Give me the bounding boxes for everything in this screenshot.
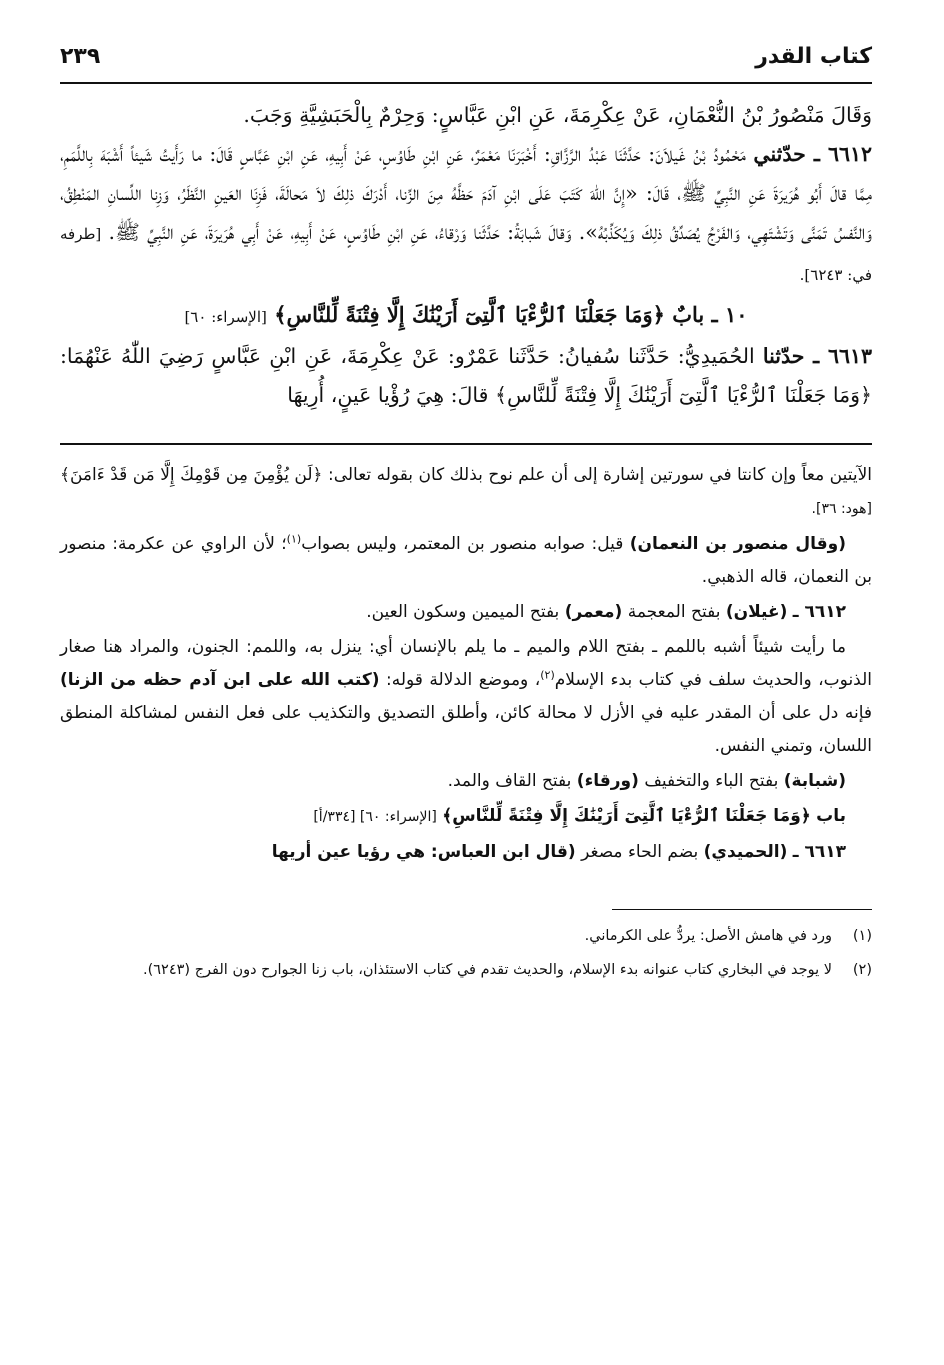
- section-divider: [60, 443, 872, 445]
- hadith-6613: [60, 337, 872, 415]
- hadith-text: مَحْمُودُ بْنُ غَيلاَنَ: حَدَّثَنَا عَبْدُ الرَّزَّاقِ: أَخْبَرَنَا مَعْمَرٌ، عَنِ ابْنِ طَاوُسٍ، عَنْ أَبِيهِ، عَنِ ابْنِ عَبَّاسٍ قَالَ: ما رَأَيتُ شَيئاً أَشْبَهَ بِاللَّمَمِ، مِمَّا قالَ أَبُو هُرَيرَةَ عَنِ النَّبِيِّ ﷺ، قَالَ: «إِنَّ اللّٰهَ كَتَبَ عَلَى ابْنِ آدَمَ حَظَّهُ مِنَ الزِّنا، أَدْرَكَ ذلِكَ لاَ مَحالَةَ، فَزِنَا العَينِ النَّظَرُ، وَزِنا اللِّسانِ المَنْطِقُ، وَالنَّفسُ تَمَنَّى وَتَشْتَهِي، وَالفَرْجُ يُصَدِّقُ ذلِكَ وَيُكَذِّبُهُ». وَقالَ شَبابَةُ: حَدَّثَنا وَرْقاءُ، عَنِ ابْنِ طَاوُسٍ، عَنْ أَبِيهِ، عَنْ أَبِي هُرَيرَةَ، عَنِ النَّبِيِّ ﷺ.: [60, 142, 872, 244]
- footnote: [60, 956, 872, 984]
- hadith-6612: [60, 135, 872, 295]
- commentary-text: فإنه دل على أن المقدر عليه في الأزل لا محالة كائن، وأطلق التصديق والتكذيب على فعل النفس لمشاكلة المنطق اللسان، وتمني النفس.: [60, 703, 872, 756]
- commentary-text: ، وموضع الدلالة قوله:: [386, 670, 541, 690]
- commentary-lemma: (كتب الله على ابن آدم حظه من الزنا): [60, 670, 380, 690]
- chapter-label: ١٠ ـ بابٌ: [672, 302, 748, 327]
- page-number: ٢٣٩: [60, 44, 101, 69]
- verse-reference: [الإسراء: ٦٠]: [184, 308, 267, 326]
- footnote-number: (٢): [852, 962, 872, 978]
- commentary-chapter: [60, 800, 872, 834]
- commentary-text: بفتح القاف والمد.: [447, 771, 572, 791]
- commentary-lemma: (الحميدي): [703, 842, 788, 862]
- mansur-narration: وَقَالَ مَنْصُورُ بْنُ النُّعْمَانِ، عَنْ عِكْرِمَةَ، عَنِ ابْنِ عَبَّاسٍ: وَحِرْمٌ بِالْحَبَشِيَّةِ وَجَبَ.: [243, 103, 872, 127]
- commentary-text: الآيتين معاً وإن كانتا في سورتين إشارة إلى أن علم نوح بذلك كان بقوله تعالى: ﴿لَن يُؤْمِنَ مِن قَوْمِكَ إِلَّا مَن قَدْ ءَامَنَ﴾: [60, 465, 872, 485]
- book-title: كتاب القدر: [755, 44, 872, 69]
- commentary-text: قيل: صوابه منصور بن المعتمر، وليس بصواب: [301, 534, 624, 554]
- commentary-text: بضم الحاء مصغر: [581, 842, 699, 862]
- hadith-paragraph: [60, 96, 872, 135]
- commentary-paragraph: [60, 631, 872, 763]
- hadith-number: ٦٦١٢ ـ حدّثني: [753, 142, 872, 166]
- commentary-lemma: (معمر): [564, 602, 623, 622]
- footnote-divider: [612, 909, 872, 910]
- commentary-lemma: (وقال منصور بن النعمان): [629, 534, 846, 554]
- commentary-paragraph: [60, 836, 872, 869]
- footnote-text: ورد في هامش الأصل: يردُّ على الكرماني.: [584, 928, 832, 944]
- commentary-text: بفتح الباء والتخفيف: [644, 771, 779, 791]
- commentary-lemma: (قال ابن العباس: هي رؤيا عين أريها: [271, 842, 576, 862]
- page-header: [60, 40, 872, 84]
- commentary-paragraph: [60, 596, 872, 629]
- commentary-block: [60, 459, 872, 869]
- footnote-marker: (٢): [540, 668, 555, 682]
- commentary-lemma: (غيلان): [725, 602, 788, 622]
- commentary-lemma: (شبابة): [783, 771, 846, 791]
- commentary-number: ٦٦١٣ ـ: [792, 842, 846, 862]
- commentary-paragraph: [60, 765, 872, 798]
- page: [60, 40, 872, 990]
- chapter-heading: [60, 295, 872, 337]
- footnote-marker: (١): [286, 532, 302, 546]
- footnote-number: (١): [852, 928, 872, 944]
- hadith-text: الحُمَيدِيُّ: حَدَّثَنا سُفيانُ: حَدَّثَنا عَمْرٌو: عَنْ عِكْرِمَةَ، عَنِ ابْنِ عَبَّاسٍ رَضِيَ اللّٰهُ عَنْهُمَا: ﴿وَمَا جَعَلْنَا ٱلرُّءْيَا ٱلَّتِىٓ أَرَيْنَٰكَ إِلَّا فِتْنَةً لِّلنَّاسِ﴾ قالَ: هِيَ رُؤْيا عَينٍ، أُرِيهَا: [60, 344, 872, 407]
- commentary-paragraph: [60, 528, 872, 594]
- hadith-number: ٦٦١٣ ـ حدّثنا: [762, 344, 872, 368]
- chapter-verse: ﴿وَمَا جَعَلْنَا ٱلرُّءْيَا ٱلَّتِىٓ أَرَيْنَٰكَ إِلَّا فِتْنَةً لِّلنَّاسِ﴾: [274, 302, 665, 327]
- chapter-label: باب: [816, 806, 846, 826]
- commentary-text: ما رأيت شيئاً أشبه باللمم ـ بفتح اللام والميم ـ ما يلم بالإنسان أي: ينزل به، واللمم: الجنون، والمراد هنا صغار الذنوب، والحديث سلف في كتاب بدء الإسلام: [60, 637, 873, 690]
- commentary-text: بفتح المعجمة: [627, 602, 721, 622]
- commentary-text: ؛ لأن الراوي عن عكرمة: منصور بن النعمان، قاله الذهبي.: [60, 534, 872, 587]
- commentary-lemma: (ورقاء): [576, 771, 639, 791]
- footnote-text: لا يوجد في البخاري كتاب عنوانه بدء الإسلام، والحديث تقدم في كتاب الاستئذان، باب زنا الجوارح دون الفرج (٦٢٤٣).: [142, 962, 832, 978]
- footnotes: [60, 922, 872, 984]
- footnote: [60, 922, 872, 950]
- commentary-paragraph: [60, 459, 872, 526]
- verse-reference: [هود: ٣٦].: [811, 501, 872, 517]
- chapter-verse: ﴿وَمَا جَعَلْنَا ٱلرُّءْيَا ٱلَّتِىٓ أَرَيْنَٰكَ إِلَّا فِتْنَةً لِّلنَّاسِ﴾: [442, 806, 811, 826]
- hadith-text-block: [60, 96, 872, 415]
- verse-reference: [الإسراء: ٦٠] [٣٣٤/أ]: [313, 809, 437, 825]
- commentary-number: ٦٦١٢ ـ: [792, 602, 846, 622]
- commentary-text: بفتح الميمين وسكون العين.: [366, 602, 560, 622]
- cross-reference: [طرفه في: ٦٢٤٣].: [60, 225, 872, 284]
